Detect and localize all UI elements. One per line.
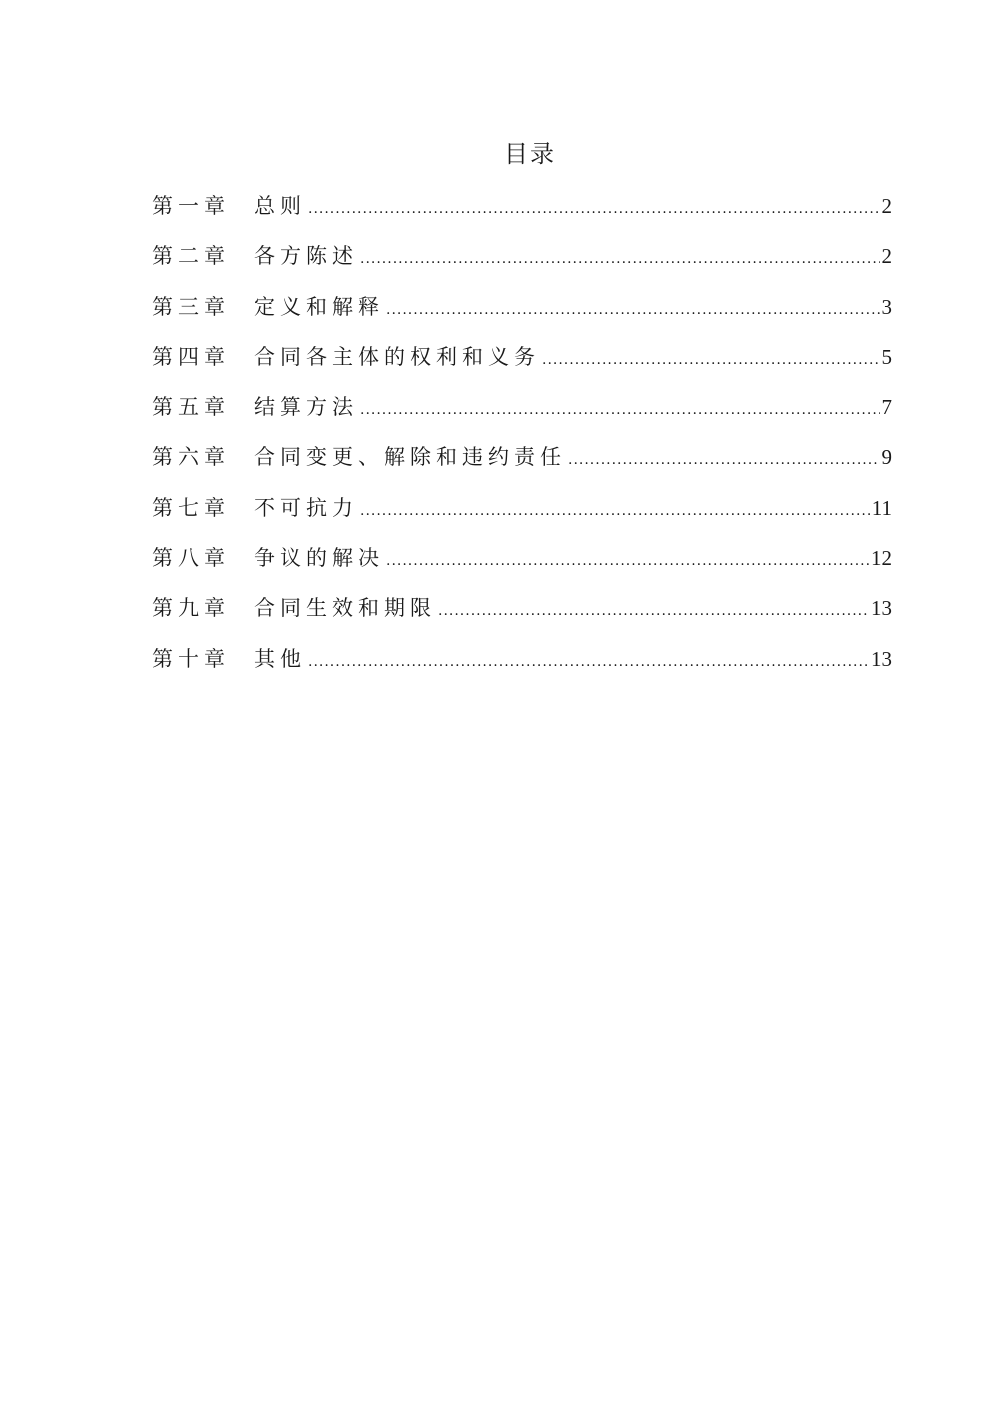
toc-entry[interactable] — [152, 236, 892, 286]
toc-entry[interactable] — [152, 538, 892, 588]
toc-page-number: 5 — [881, 344, 892, 369]
toc-dot-leader — [360, 390, 880, 430]
toc-chapter-number: 第四章 — [152, 344, 230, 369]
toc-entry[interactable] — [152, 437, 892, 487]
toc-entry-title: 合同生效和期限 — [254, 596, 436, 621]
toc-entry-title: 结算方法 — [254, 395, 358, 420]
toc-chapter-number: 第八章 — [152, 546, 230, 571]
toc-page-number: 12 — [871, 546, 892, 571]
toc-chapter-number: 第九章 — [152, 596, 230, 621]
toc-entry-title: 争议的解决 — [254, 546, 384, 571]
toc-chapter-number: 第七章 — [152, 495, 230, 520]
toc-chapter-number: 第二章 — [152, 244, 230, 269]
toc-dot-leader — [386, 541, 869, 581]
toc-page-number: 13 — [871, 646, 892, 671]
toc-chapter-number: 第一章 — [152, 194, 230, 218]
toc-entry[interactable] — [152, 186, 892, 236]
toc-entry[interactable] — [152, 387, 892, 437]
toc-page-number: 7 — [881, 395, 892, 420]
toc-page-number: 2 — [881, 244, 892, 269]
toc-dot-leader — [542, 340, 880, 380]
toc-entry-title: 不可抗力 — [254, 495, 358, 520]
toc-entry-title: 总则 — [254, 194, 306, 218]
toc-page-number: 3 — [881, 294, 892, 319]
toc-entry[interactable] — [152, 337, 892, 387]
toc-entry-title: 合同各主体的权利和义务 — [254, 344, 540, 369]
toc-dot-leader — [360, 491, 870, 531]
toc-entry-title: 定义和解释 — [254, 294, 384, 319]
toc-chapter-number: 第十章 — [152, 646, 230, 671]
toc-page-number: 9 — [881, 445, 892, 470]
toc-chapter-number: 第五章 — [152, 395, 230, 420]
toc-entry-title: 各方陈述 — [254, 244, 358, 269]
table-of-contents — [152, 186, 892, 689]
toc-entry-title: 合同变更、解除和违约责任 — [254, 445, 566, 470]
toc-page-number: 13 — [871, 596, 892, 621]
toc-page-number: 2 — [881, 194, 892, 218]
toc-dot-leader — [568, 440, 880, 480]
toc-entry[interactable] — [152, 588, 892, 638]
toc-dot-leader — [360, 239, 880, 279]
toc-chapter-number: 第三章 — [152, 294, 230, 319]
toc-entry[interactable] — [152, 488, 892, 538]
toc-dot-leader — [438, 591, 869, 631]
toc-page-number: 11 — [871, 495, 892, 520]
toc-entry[interactable] — [152, 287, 892, 337]
toc-dot-leader — [308, 642, 869, 682]
toc-entry[interactable] — [152, 639, 892, 689]
toc-dot-leader — [308, 189, 880, 229]
toc-entry-title: 其他 — [254, 646, 306, 671]
toc-title: 目录 — [504, 140, 556, 168]
toc-dot-leader — [386, 290, 880, 330]
toc-chapter-number: 第六章 — [152, 445, 230, 470]
